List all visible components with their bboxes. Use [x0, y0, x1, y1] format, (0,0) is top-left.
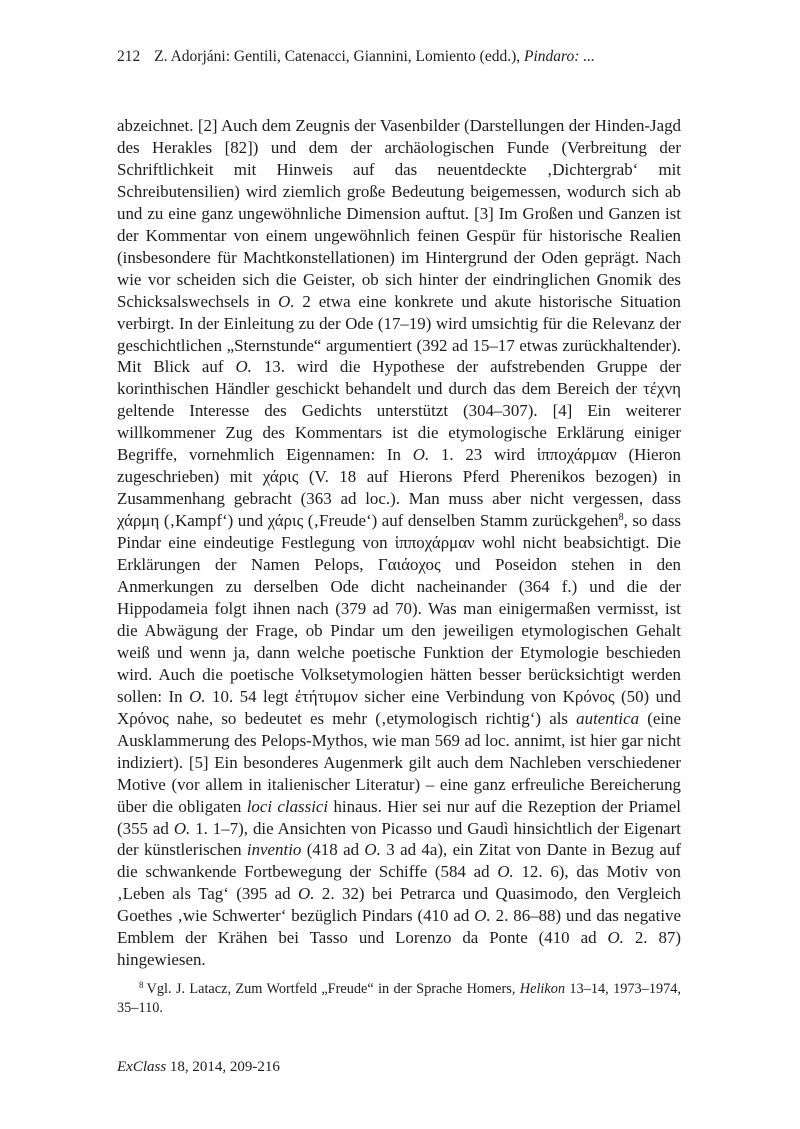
text-run: 2. 87) hingewiesen.	[117, 928, 681, 970]
footnote-journal: Helikon	[519, 981, 566, 997]
text-run: 10. 54 legt ἐτήτυμον sicher eine Verbindung von Κρόνος (50) und Χρόνος nahe, so bedeutet es mehr (‚etymologisch richtig‘) als	[117, 686, 682, 728]
italic-run: O.	[173, 818, 191, 838]
text-run: (418 ad	[301, 840, 365, 860]
text-run: (eine Ausklammerung des Pelops-Mythos, wie man 569 ad loc. annimt, ist hier gar nicht indiziert). [5] Ein besonderes Augenmerk gilt auch dem Nachleben verschiedener Motive (vor allem in italienischer Literatur) – eine ganz erfreuliche Bereicherung über die obligaten	[117, 708, 681, 816]
page-footer	[117, 1059, 280, 1076]
footnote-text: Vgl. J. Latacz, Zum Wortfeld „Freude“ in der Sprache Homers,	[146, 981, 520, 997]
italic-run: inventio	[246, 840, 302, 860]
footnote-reference[interactable]: 8	[618, 512, 624, 524]
footnote-text: 13–14, 1973–1974, 35–110.	[117, 981, 681, 1016]
text-run: , so dass Pindar eine eindeutige Festlegung von ἱπποχάρμαν wohl nicht beabsichtigt. Die Erklärungen der Namen Pelops, Γαιάοχος und Poseidon stehen in den Anmerkungen zu derselben Ode dicht nacheinander (364 f.) und die der Hippodameia folgt ihnen nach (379 ad 70). Was man einigermaßen vermisst, ist die Abwägung der Frage, ob Pindar um den jeweiligen etymologischen Gehalt weiß und wenn ja, dann welche poetische Funktion der Etymologie beschieden wird. Auch die poetische Volksetymologien hätten besser berücksichtigt werden sollen: In	[117, 511, 681, 706]
footer-citation: 18, 2014, 209-216	[166, 1059, 280, 1075]
italic-run: O.	[607, 928, 624, 948]
footnote-mark: 8	[139, 980, 144, 990]
text-run: 12. 6), das Motiv von ‚Leben als Tag‘ (395 ad	[117, 862, 681, 904]
text-run: hinaus. Hier sei nur auf die Rezeption der Priamel (355 ad	[117, 796, 682, 838]
footnote	[117, 980, 681, 1018]
body-paragraph	[117, 115, 681, 971]
italic-run: O.	[235, 357, 252, 377]
italic-run: O.	[412, 445, 430, 465]
text-run: 1. 1–7), die Ansichten von Picasso und Gaudì hinsichtlich der Eigenart der künstlerischen	[117, 818, 681, 860]
text-run: 2. 86–88) und das negative Emblem der Krähen bei Tasso und Lorenzo da Ponte (410 ad	[117, 906, 681, 948]
body-text	[117, 115, 681, 971]
text-run: 2. 32) bei Petrarca und Quasimodo, den Vergleich Goethes ‚wie Schwerter‘ bezüglich Pindars (410 ad	[117, 884, 681, 926]
italic-run: O.	[189, 686, 206, 706]
text-run: 13. wird die Hypothese der aufstrebenden Gruppe der korinthischen Händler geschickt behandelt und durch das dem Bereich der τέχνη geltende Interesse des Gedichts unterstützt (304–307). [4] Ein weiterer willkommener Zug des Kommentars ist die etymologische Erklärung einiger Begriffe, vornehmlich Eigennamen: In	[117, 357, 682, 465]
page-number: 212	[117, 48, 141, 65]
running-head-authors: Z. Adorjáni: Gentili, Catenacci, Giannini, Lomiento (edd.),	[154, 48, 521, 65]
italic-run: O.	[278, 291, 295, 311]
italic-run: O.	[474, 906, 491, 926]
text-run: 2 etwa eine konkrete und akute historische Situation verbirgt. In der Einleitung zu der Ode (17–19) wird umsichtig für die Relevanz der geschichtlichen „Sternstunde“ argumentiert (392 ad 15–17 etwas zurückhaltender). Mit Blick auf	[117, 291, 681, 377]
text-run: 1. 23 wird ἱπποχάρμαν (Hieron zugeschrieben) mit χάρις (V. 18 auf Hierons Pferd Pherenikos bezogen) in Zusammenhang gebracht (363 ad loc.). Man muss aber nicht vergessen, dass χάρμη (‚Kampf‘) und χάρις (‚Freude‘) auf denselben Stamm zurückgehen	[117, 445, 681, 531]
footer-journal: ExClass	[117, 1059, 167, 1075]
text-run: abzeichnet. [2] Auch dem Zeugnis der Vasenbilder (Darstellungen der Hinden-Jagd des Herakles [82]) und dem der archäologischen Funde (Verbreitung der Schriftlichkeit mit Hinweis auf das neuentdeckte ‚Dichtergrab‘ mit Schreibutensilien) wird ziemlich große Bedeutung beigemessen, wodurch sich ab und zu eine ganz ungewöhnliche Dimension auftut. [3] Im Großen und Ganzen ist der Kommentar von einem ungewöhnlich feinen Gespür für historische Realien (insbesondere für Machtkonstellationen) im Hintergrund der Oden geprägt. Nach wie vor scheiden sich die Geister, ob sich hinter der eindringlichen Gnomik des Schicksalswechsels in	[117, 116, 681, 311]
italic-run: loci classici	[246, 796, 329, 816]
italic-run: O.	[497, 862, 514, 882]
italic-run: O.	[364, 840, 381, 860]
italic-run: O.	[298, 884, 315, 904]
running-head-title: Pindaro: ...	[524, 48, 595, 65]
running-head	[117, 48, 687, 66]
text-run: 3 ad 4a), ein Zitat von Dante in Bezug auf die schwankende Fortbewegung der Schiffe (584 ad	[117, 840, 681, 882]
italic-run: autentica	[576, 708, 640, 728]
